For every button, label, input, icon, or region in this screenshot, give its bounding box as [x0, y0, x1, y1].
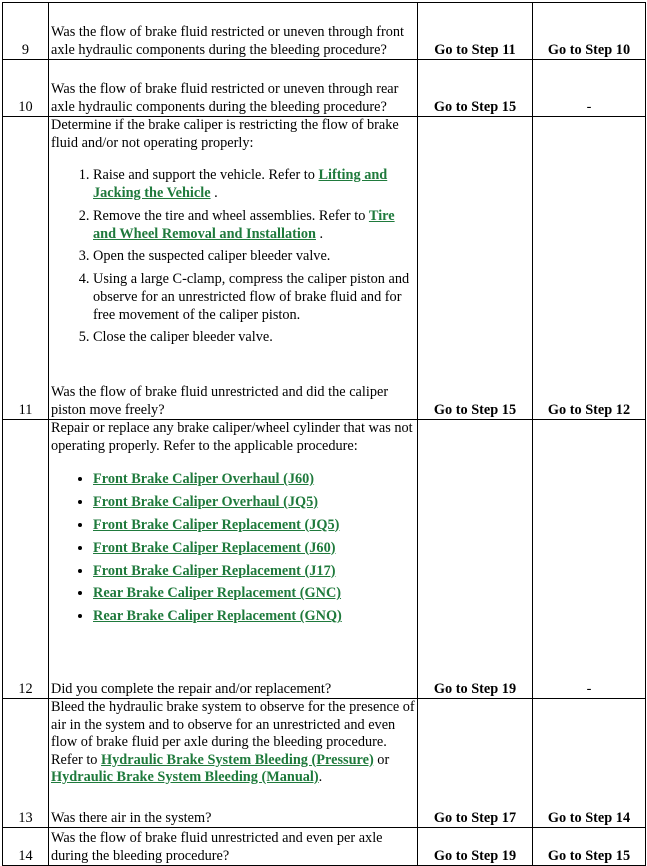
step-instructions [49, 699, 418, 828]
step-number: 12 [3, 420, 49, 699]
list-item [93, 270, 415, 324]
yes-action: Go to Step 11 [418, 3, 533, 60]
step-question: Was the flow of brake fluid unrestricted and even per axle during the bleeding procedure? [49, 828, 418, 866]
table-row-step-10 [3, 60, 646, 117]
procedure-list [51, 166, 415, 351]
step-question: Was the flow of brake fluid restricted or uneven through front axle hydraulic components during the bleeding procedure? [49, 3, 418, 60]
step-number: 9 [3, 3, 49, 60]
item-text: Remove the tire and wheel assemblies. Refer to [93, 207, 369, 224]
link-rear-caliper-replacement-gnq[interactable]: Rear Brake Caliper Replacement (GNQ) [93, 608, 342, 625]
item-text-end: . [315, 225, 324, 242]
yes-action: Go to Step 15 [418, 117, 533, 420]
table-row-step-14 [3, 828, 646, 866]
step-question: Did you complete the repair and/or replacement? [51, 680, 332, 697]
item-text: Close the caliper bleeder valve. [93, 329, 273, 345]
list-item [93, 516, 415, 535]
yes-action: Go to Step 15 [418, 60, 533, 117]
step-question: Was the flow of brake fluid unrestricted and did the caliper piston move freely? [51, 384, 389, 418]
step-number: 10 [3, 60, 49, 117]
step-intro: Determine if the brake caliper is restricting the flow of brake fluid and/or not operating properly: [51, 117, 399, 151]
step-instructions [49, 420, 418, 699]
item-text-end: . [210, 185, 218, 201]
list-item [93, 328, 415, 346]
step-number: 13 [3, 699, 49, 828]
link-front-caliper-overhaul-jq5[interactable]: Front Brake Caliper Overhaul (JQ5) [93, 493, 319, 510]
no-action: - [533, 60, 646, 117]
link-front-caliper-replacement-j60[interactable]: Front Brake Caliper Replacement (J60) [93, 539, 336, 556]
list-item [93, 539, 415, 558]
procedure-link-list [51, 470, 415, 630]
no-action: Go to Step 12 [533, 117, 646, 420]
yes-action: Go to Step 19 [418, 420, 533, 699]
list-item [93, 607, 415, 626]
list-item [93, 166, 415, 202]
item-text: Using a large C-clamp, compress the caliper piston and observe for an unrestricted flow of brake fluid and for free movement of the caliper piston. [93, 270, 410, 323]
step-question: Was there air in the system? [51, 809, 212, 826]
step-number: 14 [3, 828, 49, 866]
table-row-step-13 [3, 699, 646, 828]
intro-connector: or [373, 751, 390, 768]
link-rear-caliper-replacement-gnc[interactable]: Rear Brake Caliper Replacement (GNC) [93, 585, 342, 602]
list-item [93, 470, 415, 489]
no-action: - [533, 420, 646, 699]
step-number: 11 [3, 117, 49, 420]
link-tire-and-wheel-removal[interactable]: Tire and Wheel Removal and Installation [93, 207, 395, 242]
list-item [93, 584, 415, 603]
list-item [93, 207, 415, 243]
list-item [93, 562, 415, 581]
step-intro [51, 699, 415, 787]
intro-end: . [318, 769, 323, 785]
link-front-caliper-replacement-j17[interactable]: Front Brake Caliper Replacement (J17) [93, 562, 336, 579]
no-action: Go to Step 10 [533, 3, 646, 60]
yes-action: Go to Step 17 [418, 699, 533, 828]
no-action: Go to Step 15 [533, 828, 646, 866]
step-question: Was the flow of brake fluid restricted or uneven through rear axle hydraulic components during the bleeding procedure? [49, 60, 418, 117]
step-intro: Repair or replace any brake caliper/wheel cylinder that was not operating properly. Refer to the applicable procedure: [51, 420, 413, 454]
link-bleeding-manual[interactable]: Hydraulic Brake System Bleeding (Manual) [51, 769, 319, 785]
link-front-caliper-overhaul-j60[interactable]: Front Brake Caliper Overhaul (J60) [93, 471, 315, 487]
intro-text: Bleed the hydraulic brake system to observe for the presence of air in the system and to observe for an unrestricted and even flow of brake fluid per axle during the bleeding procedure. Refer to [51, 699, 415, 768]
diagnostic-table [2, 2, 646, 866]
list-item [93, 493, 415, 512]
link-lifting-and-jacking[interactable]: Lifting and Jacking the Vehicle [93, 167, 388, 201]
link-front-caliper-replacement-jq5[interactable]: Front Brake Caliper Replacement (JQ5) [93, 516, 340, 533]
item-text: Open the suspected caliper bleeder valve. [93, 248, 331, 264]
table-row-step-9 [3, 3, 646, 60]
step-instructions [49, 117, 418, 420]
table-row-step-12 [3, 420, 646, 699]
yes-action: Go to Step 19 [418, 828, 533, 866]
item-text: Raise and support the vehicle. Refer to [93, 167, 319, 183]
link-bleeding-pressure[interactable]: Hydraulic Brake System Bleeding (Pressure) [101, 751, 374, 768]
list-item [93, 247, 415, 265]
table-row-step-11 [3, 117, 646, 420]
no-action: Go to Step 14 [533, 699, 646, 828]
